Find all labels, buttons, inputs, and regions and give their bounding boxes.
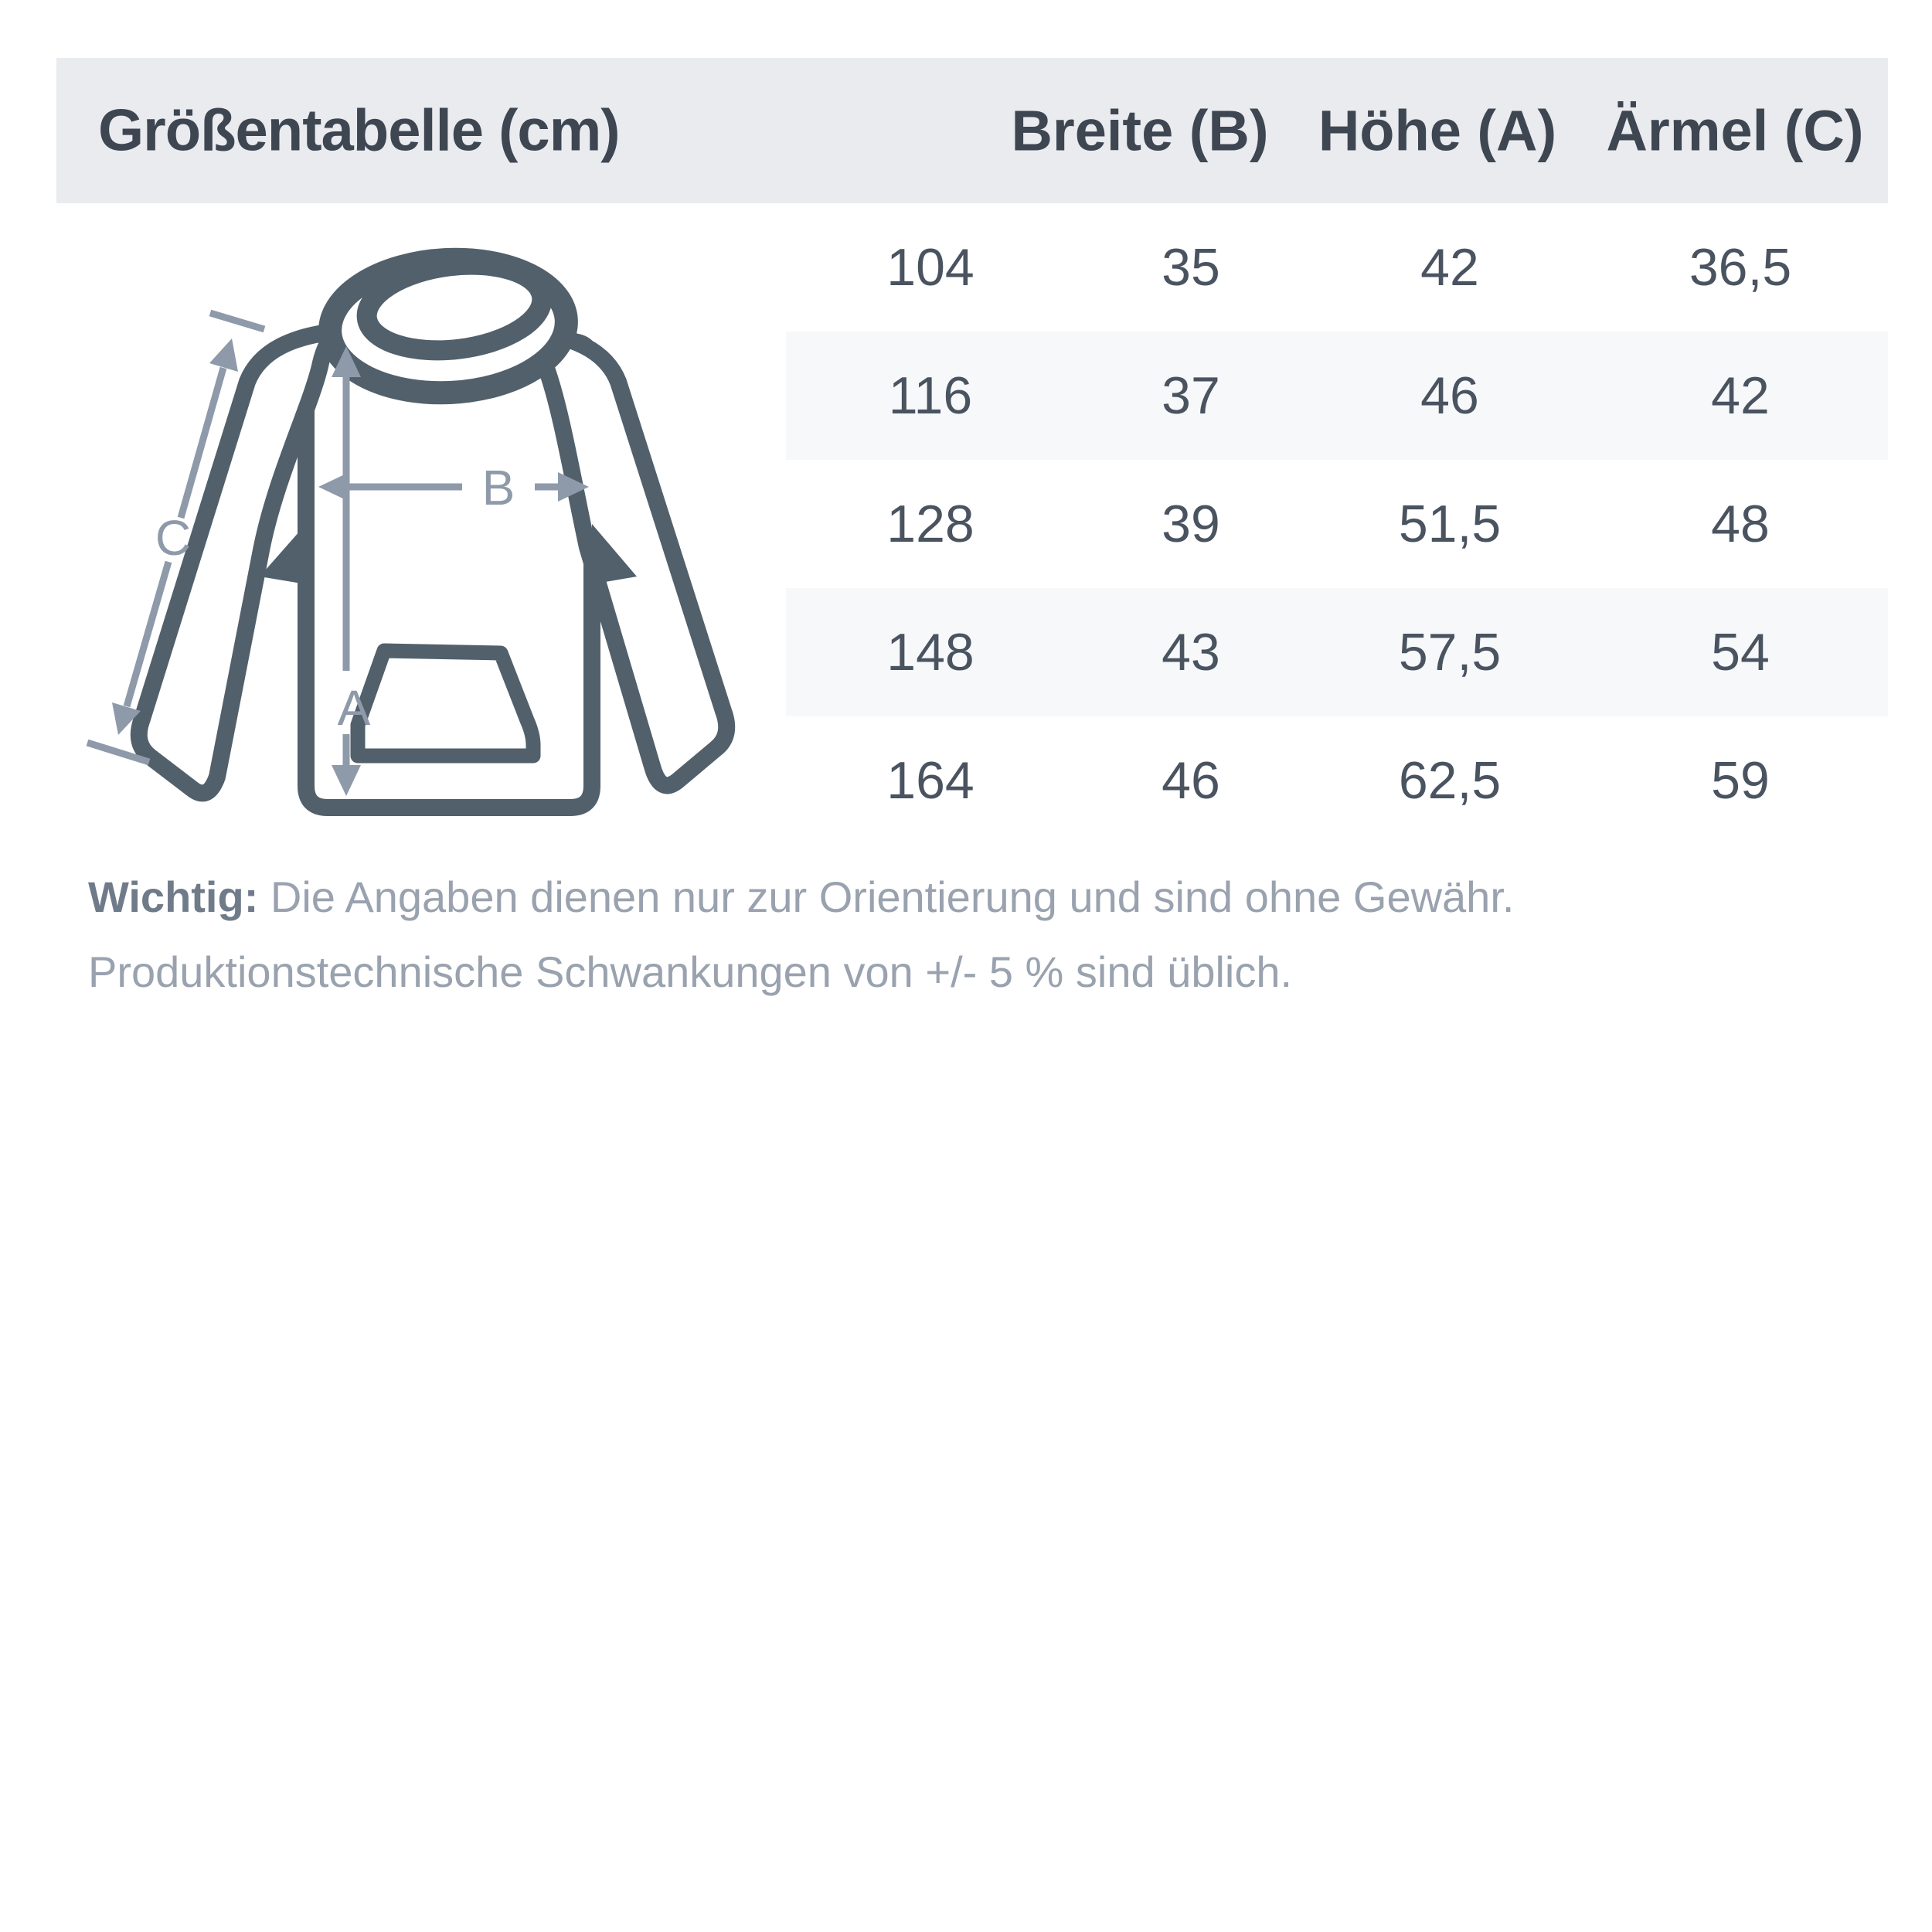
size-chart-header-bar bbox=[56, 58, 1888, 203]
table-row bbox=[786, 716, 1888, 845]
column-header-breite: Breite (B) bbox=[1011, 98, 1269, 163]
aermel-cell: 59 bbox=[1711, 751, 1770, 810]
breite-cell: 46 bbox=[1162, 751, 1220, 810]
breite-cell: 35 bbox=[1162, 238, 1220, 297]
note-bold-label: Wichtig: bbox=[88, 872, 259, 921]
aermel-cell: 54 bbox=[1711, 623, 1770, 682]
breite-cell: 43 bbox=[1162, 623, 1220, 682]
dimension-label-b: B bbox=[481, 460, 515, 515]
table-row bbox=[786, 203, 1888, 332]
size-cell: 128 bbox=[886, 495, 975, 553]
dimension-label-c: C bbox=[155, 510, 192, 566]
hoehe-cell: 51,5 bbox=[1398, 495, 1502, 553]
size-cell: 148 bbox=[886, 623, 975, 682]
size-cell: 104 bbox=[886, 238, 975, 297]
aermel-cell: 42 bbox=[1711, 366, 1770, 425]
table-row bbox=[786, 588, 1888, 716]
hoehe-cell: 62,5 bbox=[1398, 751, 1502, 810]
breite-cell: 39 bbox=[1162, 495, 1220, 553]
note-line1: Die Angaben dienen nur zur Orientierung und sind ohne Gewähr. bbox=[258, 872, 1515, 921]
hoodie-outline bbox=[139, 253, 726, 808]
column-header-hoehe: Höhe (A) bbox=[1318, 98, 1557, 163]
size-table bbox=[786, 203, 1888, 845]
table-row bbox=[786, 332, 1888, 460]
important-note bbox=[88, 859, 1881, 1009]
column-header-aermel: Ärmel (C) bbox=[1606, 98, 1864, 163]
hoehe-cell: 46 bbox=[1420, 366, 1479, 425]
hoodie-measurement-diagram-icon bbox=[46, 216, 819, 850]
hoehe-cell: 57,5 bbox=[1398, 623, 1502, 682]
table-row bbox=[786, 460, 1888, 588]
size-cell: 164 bbox=[886, 751, 975, 810]
note-line2: Produktionstechnische Schwankungen von +/- 5 % sind üblich. bbox=[88, 947, 1293, 996]
aermel-cell: 36,5 bbox=[1689, 238, 1792, 297]
page-title: Größentabelle (cm) bbox=[98, 97, 620, 164]
size-cell: 116 bbox=[888, 366, 973, 425]
dimension-label-a: A bbox=[337, 680, 371, 736]
breite-cell: 37 bbox=[1162, 366, 1220, 425]
hoehe-cell: 42 bbox=[1420, 238, 1479, 297]
aermel-cell: 48 bbox=[1711, 495, 1770, 553]
